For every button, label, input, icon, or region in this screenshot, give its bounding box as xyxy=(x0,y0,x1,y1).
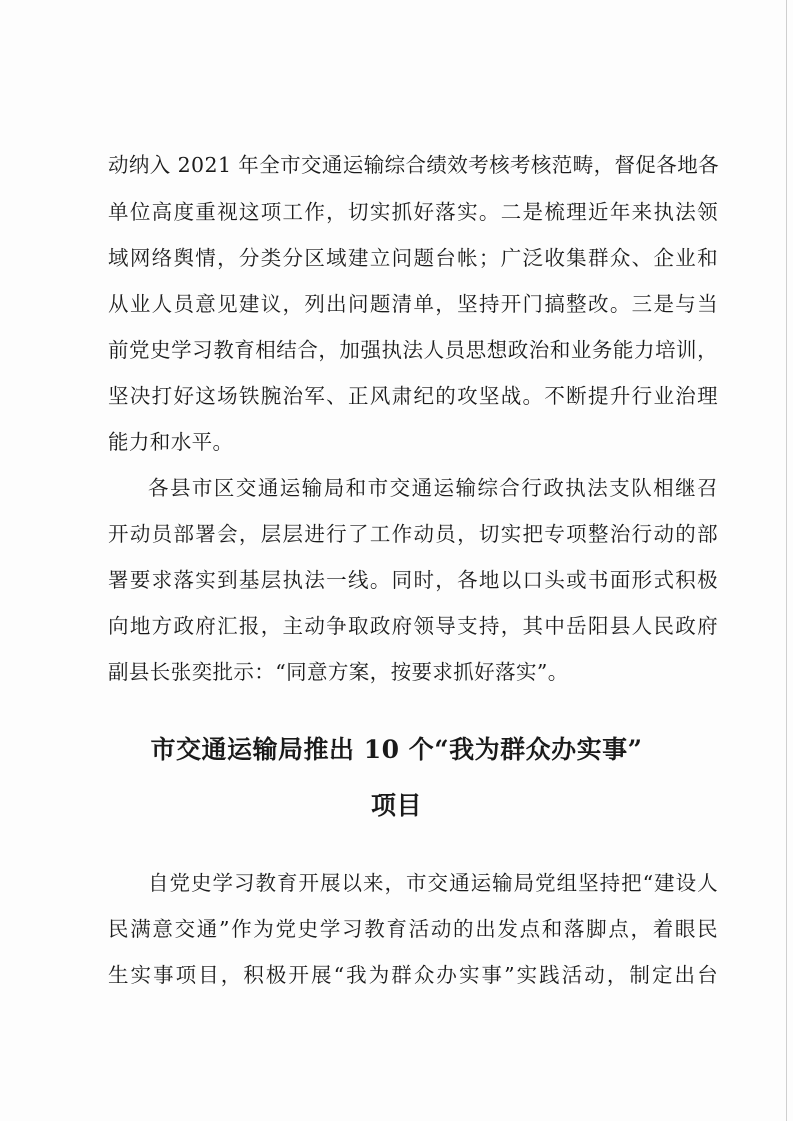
paragraph-line: 开动员部署会，层层进行了工作动员，切实把专项整治行动的部 xyxy=(108,522,718,546)
paragraph-line: 各县市区交通运输局和市交通运输综合行政执法支队相继召 xyxy=(148,476,718,500)
paragraph-line: 坚决打好这场铁腕治军、正风肃纪的攻坚战。不断提升行业治理 xyxy=(108,384,718,408)
paragraph-line: 能力和水平。 xyxy=(108,430,234,454)
paragraph-line: 从业人员意见建议，列出问题清单，坚持开门搞整改。三是与当 xyxy=(108,292,718,316)
paragraph-line: 域网络舆情，分类分区域建立问题台帐；广泛收集群众、企业和 xyxy=(108,246,718,270)
paragraph-line: 单位高度重视这项工作，切实抓好落实。二是梳理近年来执法领 xyxy=(108,200,718,224)
paragraph-line: 民满意交通”作为党史学习教育活动的出发点和落脚点，着眼民 xyxy=(108,917,718,941)
paragraph-line: 署要求落实到基层执法一线。同时，各地以口头或书面形式积极 xyxy=(108,568,718,592)
section-heading: 市交通运输局推出 10 个“我为群众办实事” xyxy=(150,735,643,764)
paragraph-line: 副县长张奕批示：“同意方案，按要求抓好落实”。 xyxy=(108,660,569,684)
paragraph-line: 生实事项目，积极开展“我为群众办实事”实践活动，制定出台 xyxy=(108,963,718,987)
section-heading-continued: 项目 xyxy=(370,791,422,820)
paragraph-line: 动纳入 2021 年全市交通运输综合绩效考核考核范畴，督促各地各 xyxy=(108,153,720,177)
paragraph-line: 自党史学习教育开展以来，市交通运输局党组坚持把“建设人 xyxy=(148,871,718,895)
paragraph-line: 前党史学习教育相结合，加强执法人员思想政治和业务能力培训， xyxy=(108,338,718,362)
paragraph-line: 向地方政府汇报，主动争取政府领导支持，其中岳阳县人民政府 xyxy=(108,614,718,638)
scan-edge-line xyxy=(786,0,787,1121)
